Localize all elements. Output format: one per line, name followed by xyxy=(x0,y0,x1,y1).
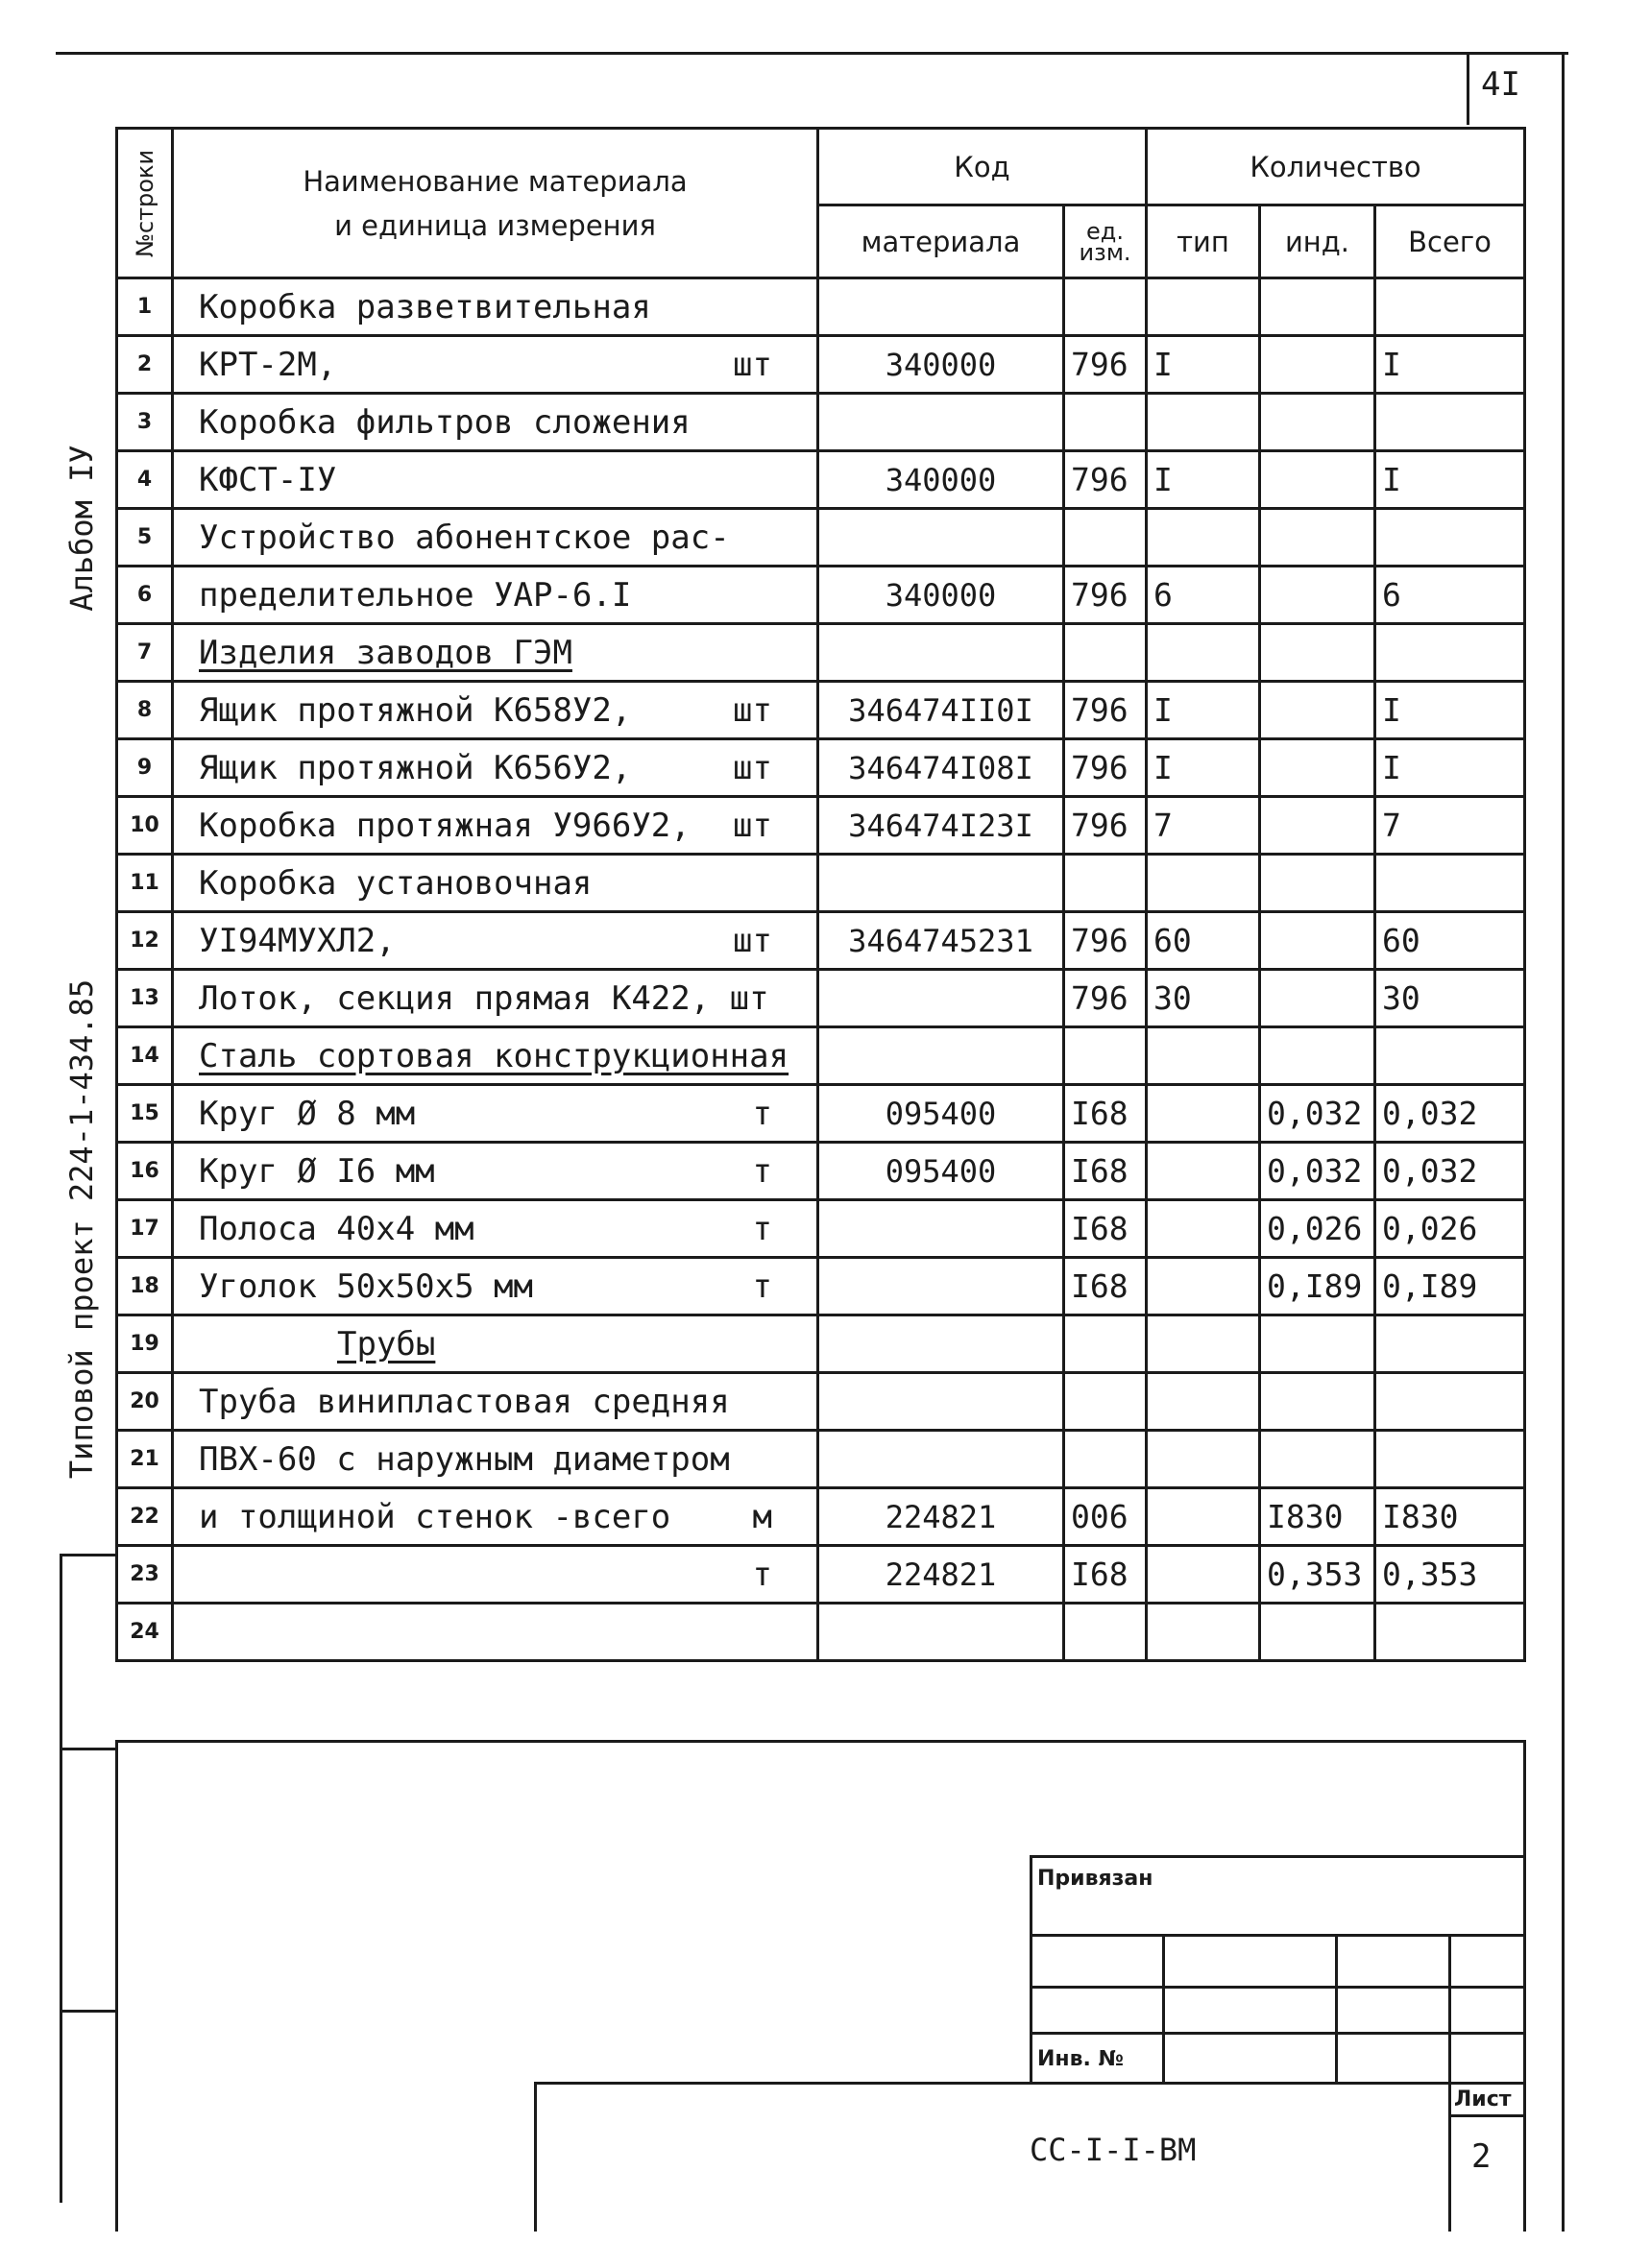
quantity-total xyxy=(1375,624,1525,682)
quantity-ind xyxy=(1260,1604,1375,1661)
unit-code: 006 xyxy=(1064,1488,1147,1546)
row-number: 15 xyxy=(117,1085,173,1143)
table-row xyxy=(117,624,1525,682)
unit-code: 796 xyxy=(1064,451,1147,509)
quantity-total: 30 xyxy=(1375,970,1525,1027)
unit-code xyxy=(1064,855,1147,912)
material-name: Круг Ø I6 мм xyxy=(199,1151,435,1191)
unit-code: 796 xyxy=(1064,912,1147,970)
table-row xyxy=(117,1085,1525,1143)
material-code: 224821 xyxy=(818,1546,1064,1604)
quantity-total xyxy=(1375,509,1525,567)
quantity-type xyxy=(1147,509,1260,567)
unit-code: 796 xyxy=(1064,336,1147,394)
quantity-ind xyxy=(1260,797,1375,855)
quantity-type: I xyxy=(1147,451,1260,509)
table-row xyxy=(117,451,1525,509)
material-name-cell xyxy=(173,1546,818,1604)
material-name: Труба винипластовая средняя xyxy=(199,1382,730,1421)
material-code xyxy=(818,1315,1064,1373)
table-row xyxy=(117,394,1525,451)
material-unit: т xyxy=(752,1209,772,1248)
unit-code: 796 xyxy=(1064,970,1147,1027)
binding-tick-3 xyxy=(60,2010,115,2013)
stamp-col-3 xyxy=(1448,1934,1451,2082)
row-number: 16 xyxy=(117,1143,173,1200)
row-number: 6 xyxy=(117,567,173,624)
material-name-cell xyxy=(173,1027,818,1085)
name-header-line2: и единица измерения xyxy=(334,208,656,242)
qty-ind-header: инд. xyxy=(1260,205,1375,278)
material-name: КРТ-2М, xyxy=(199,345,337,384)
quantity-ind xyxy=(1260,1027,1375,1085)
name-header xyxy=(173,129,818,278)
material-code xyxy=(818,1200,1064,1258)
material-name-cell xyxy=(173,1604,818,1661)
stamp-col-2 xyxy=(1335,1934,1338,2082)
unit-code: 796 xyxy=(1064,739,1147,797)
material-unit: м xyxy=(752,1497,772,1536)
quantity-ind xyxy=(1260,1431,1375,1488)
page-number-box-left xyxy=(1467,52,1469,125)
quantity-ind xyxy=(1260,1373,1375,1431)
sheet-number: 2 xyxy=(1471,2137,1492,2176)
material-name: Трубы xyxy=(337,1324,436,1363)
table-row xyxy=(117,739,1525,797)
material-name: Круг Ø 8 мм xyxy=(199,1094,416,1133)
sheet-box-left xyxy=(1448,2082,1451,2232)
quantity-ind xyxy=(1260,970,1375,1027)
quantity-type xyxy=(1147,278,1260,336)
material-unit: т xyxy=(752,1555,772,1594)
unit-code: I68 xyxy=(1064,1200,1147,1258)
quantity-type xyxy=(1147,855,1260,912)
material-code: 340000 xyxy=(818,451,1064,509)
unit-code: I68 xyxy=(1064,1143,1147,1200)
material-name-cell xyxy=(173,1258,818,1315)
unit-code xyxy=(1064,394,1147,451)
row-number: 23 xyxy=(117,1546,173,1604)
unit-code: I68 xyxy=(1064,1546,1147,1604)
unit-code: 796 xyxy=(1064,567,1147,624)
quantity-type xyxy=(1147,1431,1260,1488)
quantity-total xyxy=(1375,1373,1525,1431)
table-row xyxy=(117,509,1525,567)
quantity-type xyxy=(1147,1488,1260,1546)
row-number: 1 xyxy=(117,278,173,336)
quantity-ind: 0,353 xyxy=(1260,1546,1375,1604)
table-row xyxy=(117,1431,1525,1488)
material-code: 340000 xyxy=(818,336,1064,394)
row-number: 7 xyxy=(117,624,173,682)
quantity-ind xyxy=(1260,682,1375,739)
material-code: 346474II0I xyxy=(818,682,1064,739)
material-unit: шт xyxy=(733,748,772,787)
material-code xyxy=(818,1258,1064,1315)
table-row xyxy=(117,1200,1525,1258)
material-unit: шт xyxy=(733,921,772,960)
quantity-total: I xyxy=(1375,451,1525,509)
quantity-type xyxy=(1147,1258,1260,1315)
material-name: Коробка фильтров сложения xyxy=(199,402,691,442)
material-name-cell xyxy=(173,855,818,912)
row-number: 2 xyxy=(117,336,173,394)
material-code xyxy=(818,278,1064,336)
row-number: 21 xyxy=(117,1431,173,1488)
row-number: 24 xyxy=(117,1604,173,1661)
binding-tick-2 xyxy=(60,1748,115,1750)
material-name-cell xyxy=(173,451,818,509)
quantity-type xyxy=(1147,1085,1260,1143)
quantity-ind xyxy=(1260,451,1375,509)
unit-code xyxy=(1064,278,1147,336)
quantity-total: I xyxy=(1375,739,1525,797)
material-name: Устройство абонентское рас- xyxy=(199,518,730,557)
material-code: 346474I08I xyxy=(818,739,1064,797)
quantity-ind: 0,032 xyxy=(1260,1143,1375,1200)
table-row xyxy=(117,1488,1525,1546)
row-number: 18 xyxy=(117,1258,173,1315)
material-unit: т xyxy=(752,1094,772,1133)
unit-code: I68 xyxy=(1064,1085,1147,1143)
page-number: 4I xyxy=(1481,65,1520,104)
material-name-cell xyxy=(173,1488,818,1546)
material-name-cell xyxy=(173,912,818,970)
material-code xyxy=(818,855,1064,912)
material-specification-table xyxy=(115,127,1526,1662)
quantity-ind: I830 xyxy=(1260,1488,1375,1546)
material-name-cell xyxy=(173,970,818,1027)
sheet-box-divider xyxy=(1448,2114,1523,2117)
material-name-cell xyxy=(173,1143,818,1200)
material-name-cell xyxy=(173,682,818,739)
quantity-ind xyxy=(1260,1315,1375,1373)
material-name: УI94МУХЛ2, xyxy=(199,921,396,960)
material-name-cell xyxy=(173,797,818,855)
stamp-col-1 xyxy=(1162,1934,1165,2082)
quantity-total: 6 xyxy=(1375,567,1525,624)
material-name: и толщиной стенок -всего xyxy=(199,1497,671,1536)
quantity-total: I xyxy=(1375,336,1525,394)
quantity-total: 0,032 xyxy=(1375,1085,1525,1143)
quantity-total: I830 xyxy=(1375,1488,1525,1546)
material-name: Полоса 40х4 мм xyxy=(199,1209,474,1248)
qty-total-header: Всего xyxy=(1375,205,1525,278)
material-name-cell xyxy=(173,394,818,451)
left-binding-line xyxy=(60,1554,62,2203)
material-name-cell xyxy=(173,739,818,797)
material-name: ПВХ-60 с наружным диаметром xyxy=(199,1439,730,1479)
material-unit: шт xyxy=(733,345,772,384)
quantity-group-header: Количество xyxy=(1147,129,1525,205)
quantity-total xyxy=(1375,1315,1525,1373)
quantity-total: 0,I89 xyxy=(1375,1258,1525,1315)
quantity-type xyxy=(1147,394,1260,451)
code-material-header: материала xyxy=(818,205,1064,278)
material-code: 346474I23I xyxy=(818,797,1064,855)
material-name-cell xyxy=(173,336,818,394)
quantity-total: I xyxy=(1375,682,1525,739)
quantity-type: 6 xyxy=(1147,567,1260,624)
material-code xyxy=(818,624,1064,682)
quantity-type xyxy=(1147,1604,1260,1661)
material-unit: т xyxy=(752,1151,772,1191)
unit-code xyxy=(1064,1373,1147,1431)
code-group-header: Код xyxy=(818,129,1147,205)
row-number: 9 xyxy=(117,739,173,797)
material-unit: шт xyxy=(733,690,772,730)
material-name: пределительное УАР-6.I xyxy=(199,575,632,615)
quantity-total: 60 xyxy=(1375,912,1525,970)
quantity-type: I xyxy=(1147,336,1260,394)
table-row xyxy=(117,970,1525,1027)
row-number: 22 xyxy=(117,1488,173,1546)
quantity-type: 7 xyxy=(1147,797,1260,855)
row-number: 12 xyxy=(117,912,173,970)
unit-code xyxy=(1064,1431,1147,1488)
material-code xyxy=(818,1604,1064,1661)
stamp-left-line xyxy=(1030,1855,1032,2083)
row-number: 3 xyxy=(117,394,173,451)
material-name-cell xyxy=(173,1085,818,1143)
material-name-cell xyxy=(173,1431,818,1488)
material-code xyxy=(818,509,1064,567)
quantity-type xyxy=(1147,1027,1260,1085)
quantity-ind xyxy=(1260,509,1375,567)
quantity-ind xyxy=(1260,739,1375,797)
material-code: 095400 xyxy=(818,1143,1064,1200)
unit-code: I68 xyxy=(1064,1258,1147,1315)
material-code: 340000 xyxy=(818,567,1064,624)
table-bottom-frame xyxy=(115,1740,1523,1743)
material-code: 3464745231 xyxy=(818,912,1064,970)
table-row xyxy=(117,336,1525,394)
lower-right-frame xyxy=(1523,1740,1526,2232)
material-name-cell xyxy=(173,1373,818,1431)
material-name-cell xyxy=(173,1200,818,1258)
quantity-total xyxy=(1375,1027,1525,1085)
quantity-total xyxy=(1375,855,1525,912)
code-unit-header: ед. изм. xyxy=(1064,205,1147,278)
table-row xyxy=(117,1027,1525,1085)
row-number: 11 xyxy=(117,855,173,912)
material-code: 224821 xyxy=(818,1488,1064,1546)
quantity-type xyxy=(1147,1143,1260,1200)
quantity-ind: 0,I89 xyxy=(1260,1258,1375,1315)
unit-code xyxy=(1064,1604,1147,1661)
quantity-type xyxy=(1147,1200,1260,1258)
material-name: Ящик протяжной К656У2, xyxy=(199,748,632,787)
quantity-ind: 0,032 xyxy=(1260,1085,1375,1143)
quantity-total xyxy=(1375,1604,1525,1661)
sheet-label: Лист xyxy=(1454,2087,1512,2111)
row-number: 8 xyxy=(117,682,173,739)
material-name-cell xyxy=(173,278,818,336)
material-code xyxy=(818,1431,1064,1488)
table-row xyxy=(117,1373,1525,1431)
album-label: Альбом IУ xyxy=(63,445,100,612)
material-name-cell xyxy=(173,509,818,567)
quantity-ind: 0,026 xyxy=(1260,1200,1375,1258)
quantity-total: 7 xyxy=(1375,797,1525,855)
material-name-cell xyxy=(173,567,818,624)
row-number-header: №строки xyxy=(117,129,173,278)
material-code: 095400 xyxy=(818,1085,1064,1143)
inv-no-label: Инв. № xyxy=(1037,2047,1125,2071)
unit-code xyxy=(1064,624,1147,682)
material-unit: шт xyxy=(733,806,772,845)
unit-code xyxy=(1064,1027,1147,1085)
privyazan-label: Привязан xyxy=(1037,1867,1153,1891)
main-stamp-left-line xyxy=(534,2082,537,2232)
page-number-box-right xyxy=(1562,52,1565,2232)
unit-code: 796 xyxy=(1064,797,1147,855)
quantity-total: 0,032 xyxy=(1375,1143,1525,1200)
binding-tick-1 xyxy=(60,1554,115,1556)
quantity-total: 0,026 xyxy=(1375,1200,1525,1258)
table-row xyxy=(117,1143,1525,1200)
material-name: Коробка установочная xyxy=(199,863,593,903)
material-name: Ящик протяжной К658У2, xyxy=(199,690,632,730)
quantity-total xyxy=(1375,394,1525,451)
material-name-cell xyxy=(173,624,818,682)
table-row xyxy=(117,797,1525,855)
stamp-top-line xyxy=(1030,1855,1523,1858)
quantity-total xyxy=(1375,278,1525,336)
unit-code: 796 xyxy=(1064,682,1147,739)
quantity-ind xyxy=(1260,336,1375,394)
quantity-ind xyxy=(1260,278,1375,336)
table-row xyxy=(117,682,1525,739)
quantity-type xyxy=(1147,1315,1260,1373)
material-name: Изделия заводов ГЭМ xyxy=(199,633,572,672)
table-row xyxy=(117,278,1525,336)
quantity-type: I xyxy=(1147,682,1260,739)
quantity-total xyxy=(1375,1431,1525,1488)
name-header-line1: Наименованиe материала xyxy=(303,164,688,198)
row-number: 19 xyxy=(117,1315,173,1373)
quantity-type xyxy=(1147,1546,1260,1604)
material-name: Сталь сортовая конструкционная xyxy=(199,1036,789,1075)
qty-type-header: тип xyxy=(1147,205,1260,278)
quantity-total: 0,353 xyxy=(1375,1546,1525,1604)
quantity-type xyxy=(1147,1373,1260,1431)
quantity-type xyxy=(1147,624,1260,682)
main-stamp-top-line xyxy=(534,2082,1523,2085)
quantity-ind xyxy=(1260,912,1375,970)
material-code xyxy=(818,394,1064,451)
unit-code xyxy=(1064,509,1147,567)
project-label: Типовой проект 224-1-434.85 xyxy=(63,978,100,1480)
document-code: СС-I-I-ВМ xyxy=(1030,2132,1197,2168)
row-number: 17 xyxy=(117,1200,173,1258)
material-code xyxy=(818,970,1064,1027)
row-number: 14 xyxy=(117,1027,173,1085)
quantity-ind xyxy=(1260,624,1375,682)
top-border-line xyxy=(56,52,1568,55)
row-number: 20 xyxy=(117,1373,173,1431)
table-row xyxy=(117,1604,1525,1661)
material-name: Коробка протяжная У966У2, xyxy=(199,806,691,845)
quantity-ind xyxy=(1260,394,1375,451)
material-name-cell xyxy=(173,1315,818,1373)
table-row xyxy=(117,567,1525,624)
row-number: 4 xyxy=(117,451,173,509)
table-row xyxy=(117,855,1525,912)
quantity-type: I xyxy=(1147,739,1260,797)
table-row xyxy=(117,1546,1525,1604)
unit-code xyxy=(1064,1315,1147,1373)
material-code xyxy=(818,1373,1064,1431)
lower-left-frame xyxy=(115,1740,118,2232)
row-number: 5 xyxy=(117,509,173,567)
quantity-type: 30 xyxy=(1147,970,1260,1027)
row-number: 13 xyxy=(117,970,173,1027)
quantity-ind xyxy=(1260,855,1375,912)
quantity-type: 60 xyxy=(1147,912,1260,970)
material-code xyxy=(818,1027,1064,1085)
material-name: КФСТ-IУ xyxy=(199,460,337,499)
table-row xyxy=(117,1315,1525,1373)
row-number: 10 xyxy=(117,797,173,855)
material-name: Уголок 50х50х5 мм xyxy=(199,1267,533,1306)
material-name: Коробка разветвительная xyxy=(199,287,651,326)
quantity-ind xyxy=(1260,567,1375,624)
material-name: Лоток, секция прямая К422, шт xyxy=(199,978,769,1018)
table-row xyxy=(117,912,1525,970)
table-row xyxy=(117,1258,1525,1315)
material-unit: т xyxy=(752,1267,772,1306)
